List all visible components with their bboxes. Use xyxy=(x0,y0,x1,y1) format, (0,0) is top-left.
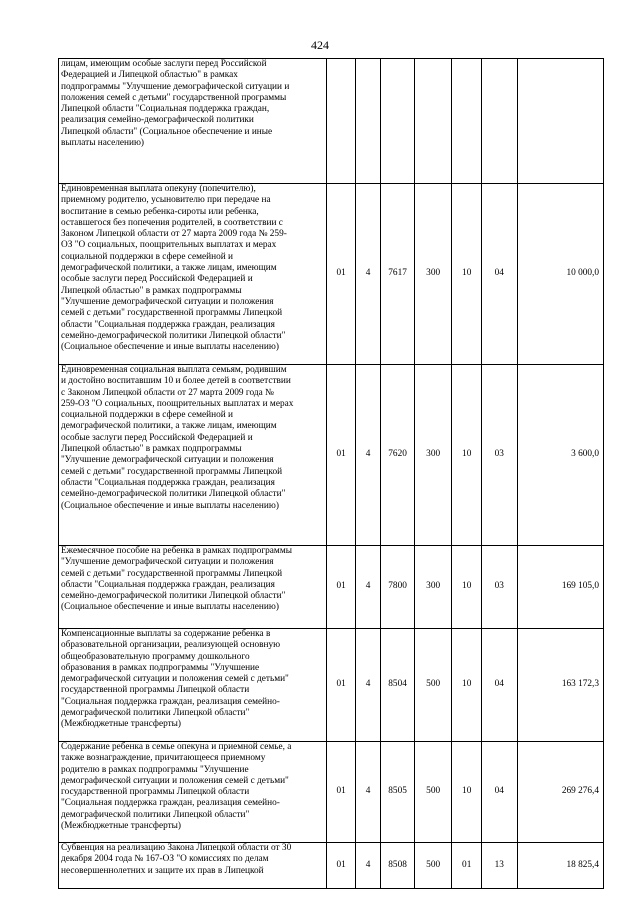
description-line: декабря 2004 года № 167-ОЗ "О комиссиях по делам xyxy=(61,854,269,865)
description-line: родителю в рамках подпрограммы "Улучшение xyxy=(61,764,249,775)
code-column-6: 03 xyxy=(481,365,517,546)
amount-cell: 3 600,0 xyxy=(517,365,603,546)
description-line: демографической ситуации и положения семей с детьми" xyxy=(61,674,289,685)
description-line: (Социальное обеспечение и иные выплаты населению) xyxy=(61,500,279,511)
code-column-3: 8504 xyxy=(381,629,415,742)
code-column-4: 300 xyxy=(414,365,452,546)
description-line: Компенсационные выплаты за содержание ребенка в xyxy=(61,629,271,639)
code-column-3 xyxy=(381,59,415,184)
description-line: Единовременная социальная выплата семьям, родившим xyxy=(61,365,287,375)
description-line: государственной программы Липецкой области xyxy=(61,787,250,798)
row-description xyxy=(59,365,327,546)
description-line: образовательной организации, реализующей основную xyxy=(61,640,281,651)
code-column-1: 01 xyxy=(327,546,355,629)
code-column-1: 01 xyxy=(327,629,355,742)
description-line: положения семей с детьми" государственной программы xyxy=(61,92,287,103)
table-row xyxy=(59,365,604,546)
description-line: области "Социальная поддержка граждан, реализация xyxy=(61,579,275,590)
description-line: (Межбюджетные трансферты) xyxy=(61,719,182,730)
code-column-6: 03 xyxy=(481,546,517,629)
description-line: Субвенция на реализацию Закона Липецкой области от 30 xyxy=(61,843,292,853)
code-column-6: 04 xyxy=(481,184,517,365)
code-column-2: 4 xyxy=(355,184,380,365)
code-column-1: 01 xyxy=(327,184,355,365)
code-column-6 xyxy=(481,59,517,184)
code-column-4: 300 xyxy=(414,184,452,365)
description-line: демографической политики, а также лицам, имеющим xyxy=(61,421,277,432)
code-column-3: 7617 xyxy=(381,184,415,365)
amount-cell: 269 276,4 xyxy=(517,742,603,843)
description-line: подпрограммы "Улучшение демографической ситуации и xyxy=(61,81,290,92)
code-column-3: 7620 xyxy=(381,365,415,546)
description-line: лицам, имеющим особые заслуги перед Российской xyxy=(61,59,267,69)
description-line: области "Социальная поддержка граждан, реализация xyxy=(61,319,275,330)
description-line: Законом Липецкой области от 27 марта 2009 года № 259- xyxy=(61,229,287,240)
amount-cell: 18 825,4 xyxy=(517,843,603,889)
table-row xyxy=(59,629,604,742)
description-line: социальной поддержки в сфере семейной и xyxy=(61,410,234,421)
description-line: воспитание в семью ребенка-сироты или ребенка, xyxy=(61,206,259,217)
code-column-4: 500 xyxy=(414,843,452,889)
description-line: "Социальная поддержка граждан, реализация семейно- xyxy=(61,696,280,707)
description-line: Липецкой областью" в рамках подпрограммы xyxy=(61,444,242,455)
page-number: 424 xyxy=(311,38,329,52)
description-line: Ежемесячное пособие на ребенка в рамках подпрограммы xyxy=(61,546,292,556)
description-line: семей с детьми" государственной программы Липецкой xyxy=(61,308,283,319)
code-column-2: 4 xyxy=(355,843,380,889)
table-row xyxy=(59,843,604,889)
amount-cell: 10 000,0 xyxy=(517,184,603,365)
description-line: Липецкой областью" в рамках подпрограммы xyxy=(61,285,242,296)
code-column-3: 7800 xyxy=(381,546,415,629)
description-line: государственной программы Липецкой области xyxy=(61,685,250,696)
budget-table-body xyxy=(59,59,604,889)
description-line: области "Социальная поддержка граждан, реализация xyxy=(61,477,275,488)
description-line: семейно-демографической политики Липецкой области" xyxy=(61,489,286,500)
description-line: приемному родителю, усыновителю при передаче на xyxy=(61,195,271,206)
code-column-2: 4 xyxy=(355,365,380,546)
code-column-2: 4 xyxy=(355,742,380,843)
code-column-4: 500 xyxy=(414,629,452,742)
amount-cell: 163 172,3 xyxy=(517,629,603,742)
code-column-5: 10 xyxy=(452,365,481,546)
description-line: образования в рамках подпрограммы "Улучшение xyxy=(61,662,260,673)
row-description xyxy=(59,629,327,742)
code-column-5: 10 xyxy=(452,742,481,843)
row-description xyxy=(59,59,327,184)
code-column-5: 10 xyxy=(452,629,481,742)
code-column-6: 04 xyxy=(481,742,517,843)
row-description xyxy=(59,843,327,889)
row-description xyxy=(59,742,327,843)
code-column-5 xyxy=(452,59,481,184)
description-line: также вознаграждение, причитающееся приемному xyxy=(61,753,266,764)
description-line: Единовременная выплата опекуну (попечителю), xyxy=(61,184,256,194)
amount-cell xyxy=(517,59,603,184)
description-line: демографической ситуации и положения семей с детьми" xyxy=(61,775,289,786)
description-line: семей с детьми" государственной программы Липецкой xyxy=(61,568,283,579)
table-row xyxy=(59,59,604,184)
description-line: Содержание ребенка в семье опекуна и приемной семье, а xyxy=(61,742,292,752)
description-line: Федерацией и Липецкой областью" в рамках xyxy=(61,70,238,81)
description-line: демографической политики, а также лицам, имеющим xyxy=(61,263,277,274)
code-column-6: 04 xyxy=(481,629,517,742)
code-column-1: 01 xyxy=(327,843,355,889)
description-line: "Улучшение демографической ситуации и положения xyxy=(61,455,274,466)
code-column-4: 500 xyxy=(414,742,452,843)
code-column-3: 8505 xyxy=(381,742,415,843)
description-line: семейно-демографической политики Липецкой области" xyxy=(61,330,286,341)
description-line: семей с детьми" государственной программы Липецкой xyxy=(61,466,283,477)
code-column-5: 10 xyxy=(452,546,481,629)
code-column-5: 10 xyxy=(452,184,481,365)
amount-cell: 169 105,0 xyxy=(517,546,603,629)
description-line: особые заслуги перед Российской Федерацией и xyxy=(61,274,253,285)
table-row xyxy=(59,184,604,365)
description-line: (Социальное обеспечение и иные выплаты населению) xyxy=(61,342,279,353)
description-line: несовершеннолетних и защите их прав в Липецкой xyxy=(61,865,264,876)
code-column-5: 01 xyxy=(452,843,481,889)
description-line: выплаты населению) xyxy=(61,138,144,149)
code-column-2 xyxy=(355,59,380,184)
description-line: оставшегося без попечения родителей, в соответствии с xyxy=(61,217,283,228)
description-line: и достойно воспитавшим 10 и более детей в соответствии xyxy=(61,376,291,387)
description-line: "Социальная поддержка граждан, реализация семейно- xyxy=(61,798,280,809)
table-row xyxy=(59,742,604,843)
description-line: особые заслуги перед Российской Федерацией и xyxy=(61,432,253,443)
description-line: (Межбюджетные трансферты) xyxy=(61,821,182,832)
description-line: демографической политики Липецкой области" xyxy=(61,809,250,820)
row-description xyxy=(59,546,327,629)
row-description xyxy=(59,184,327,365)
description-line: демографической политики Липецкой области" xyxy=(61,708,250,719)
table-row xyxy=(59,546,604,629)
description-line: Липецкой области "Социальная поддержка граждан, xyxy=(61,104,270,115)
code-column-4: 300 xyxy=(414,546,452,629)
code-column-4 xyxy=(414,59,452,184)
code-column-1 xyxy=(327,59,355,184)
description-line: "Улучшение демографической ситуации и положения xyxy=(61,557,274,568)
code-column-6: 13 xyxy=(481,843,517,889)
description-line: реализация семейно-демографической политики xyxy=(61,115,254,126)
code-column-3: 8508 xyxy=(381,843,415,889)
description-line: ОЗ "О социальных, поощрительных выплатах и мерах xyxy=(61,240,277,251)
description-line: 259-ОЗ "О социальных, поощрительных выплатах и мерах xyxy=(61,398,294,409)
budget-table xyxy=(58,58,604,889)
description-line: "Улучшение демографической ситуации и положения xyxy=(61,296,274,307)
description-line: общеобразовательную программу дошкольного xyxy=(61,651,250,662)
description-line: с Законом Липецкой области от 27 марта 2009 года № xyxy=(61,387,274,398)
description-line: семейно-демографической политики Липецкой области" xyxy=(61,591,286,602)
description-line: (Социальное обеспечение и иные выплаты населению) xyxy=(61,602,279,613)
description-line: Липецкой области" (Социальное обеспечение и иные xyxy=(61,126,273,137)
code-column-2: 4 xyxy=(355,546,380,629)
description-line: социальной поддержки в сфере семейной и xyxy=(61,251,234,262)
code-column-1: 01 xyxy=(327,742,355,843)
code-column-1: 01 xyxy=(327,365,355,546)
code-column-2: 4 xyxy=(355,629,380,742)
